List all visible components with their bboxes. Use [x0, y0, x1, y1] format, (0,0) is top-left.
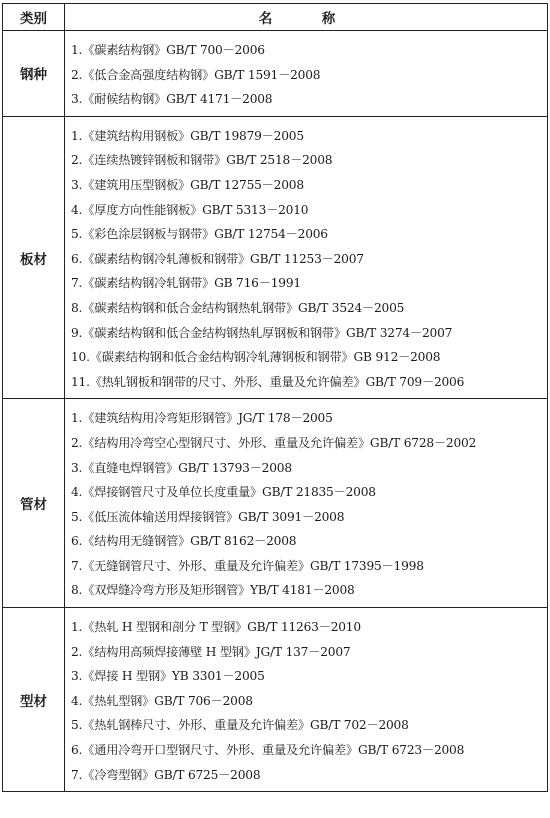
group-row-steel-grade: [3, 31, 548, 117]
standard-item: 2.《结构用高频焊接薄壁 H 型钢》JG/T 137－2007: [71, 644, 351, 659]
standard-item: 9.《碳素结构钢和低合金结构钢热轧厚钢板和钢带》GB/T 3274－2007: [71, 325, 453, 340]
steel-standards-table: [2, 3, 548, 792]
standard-item: 8.《碳素结构钢和低合金结构钢热轧钢带》GB/T 3524－2005: [71, 300, 405, 315]
standards-list: [71, 31, 545, 116]
standard-item: 3.《耐候结构钢》GB/T 4171－2008: [71, 92, 273, 107]
category-cell: 型材: [3, 608, 65, 792]
standard-item: 5.《低压流体输送用焊接钢管》GB/T 3091－2008: [71, 509, 345, 524]
name-column-header: 名 称: [65, 4, 548, 31]
group-row-tube: [3, 399, 548, 608]
category-column-header: 类别: [3, 4, 65, 31]
standard-item: 1.《建筑结构用冷弯矩形钢管》JG/T 178－2005: [71, 411, 333, 426]
standards-list: [71, 608, 545, 791]
standard-item: 3.《直缝电焊钢管》GB/T 13793－2008: [71, 460, 292, 475]
standard-item: 6.《通用冷弯开口型钢尺寸、外形、重量及允许偏差》GB/T 6723－2008: [71, 743, 465, 758]
category-cell: 钢种: [3, 31, 65, 117]
standards-list: [71, 117, 545, 399]
standard-item: 3.《建筑用压型钢板》GB/T 12755－2008: [71, 177, 304, 192]
standard-item: 7.《碳素结构钢冷轧钢带》GB 716－1991: [71, 276, 301, 291]
standard-item: 5.《彩色涂层钢板与钢带》GB/T 12754－2006: [71, 227, 328, 242]
standard-item: 2.《低合金高强度结构钢》GB/T 1591－2008: [71, 67, 321, 82]
standards-list-cell: [65, 608, 548, 792]
standards-list-cell: [65, 399, 548, 608]
group-row-section: [3, 608, 548, 792]
standard-item: 8.《双焊缝冷弯方形及矩形钢管》YB/T 4181－2008: [71, 583, 355, 598]
standards-list-cell: [65, 31, 548, 117]
group-row-plate: [3, 116, 548, 399]
standard-item: 7.《冷弯型钢》GB/T 6725－2008: [71, 767, 261, 782]
standard-item: 4.《焊接钢管尺寸及单位长度重量》GB/T 21835－2008: [71, 485, 376, 500]
standard-item: 1.《热轧 H 型钢和剖分 T 型钢》GB/T 11263－2010: [71, 620, 361, 635]
standard-item: 2.《结构用冷弯空心型钢尺寸、外形、重量及允许偏差》GB/T 6728－2002: [71, 435, 477, 450]
standard-item: 7.《无缝钢管尺寸、外形、重量及允许偏差》GB/T 17395－1998: [71, 558, 424, 573]
category-cell: 板材: [3, 116, 65, 399]
standards-list-cell: [65, 116, 548, 399]
standard-item: 11.《热轧钢板和钢带的尺寸、外形、重量及允许偏差》GB/T 709－2006: [71, 374, 465, 389]
standard-item: 10.《碳素结构钢和低合金结构钢冷轧薄钢板和钢带》GB 912－2008: [71, 350, 441, 365]
standards-list: [71, 399, 545, 607]
standard-item: 4.《厚度方向性能钢板》GB/T 5313－2010: [71, 202, 309, 217]
standard-item: 6.《结构用无缝钢管》GB/T 8162－2008: [71, 534, 297, 549]
standard-item: 3.《焊接 H 型钢》YB 3301－2005: [71, 669, 265, 684]
standard-item: 2.《连续热镀锌钢板和钢带》GB/T 2518－2008: [71, 153, 333, 168]
standard-item: 1.《碳素结构钢》GB/T 700－2006: [71, 43, 265, 57]
standard-item: 5.《热轧钢棒尺寸、外形、重量及允许偏差》GB/T 702－2008: [71, 718, 409, 733]
category-cell: 管材: [3, 399, 65, 608]
table-header-row: [3, 4, 548, 31]
standard-item: 6.《碳素结构钢冷轧薄板和钢带》GB/T 11253－2007: [71, 251, 364, 266]
standard-item: 4.《热轧型钢》GB/T 706－2008: [71, 693, 253, 708]
standard-item: 1.《建筑结构用钢板》GB/T 19879－2005: [71, 128, 304, 143]
